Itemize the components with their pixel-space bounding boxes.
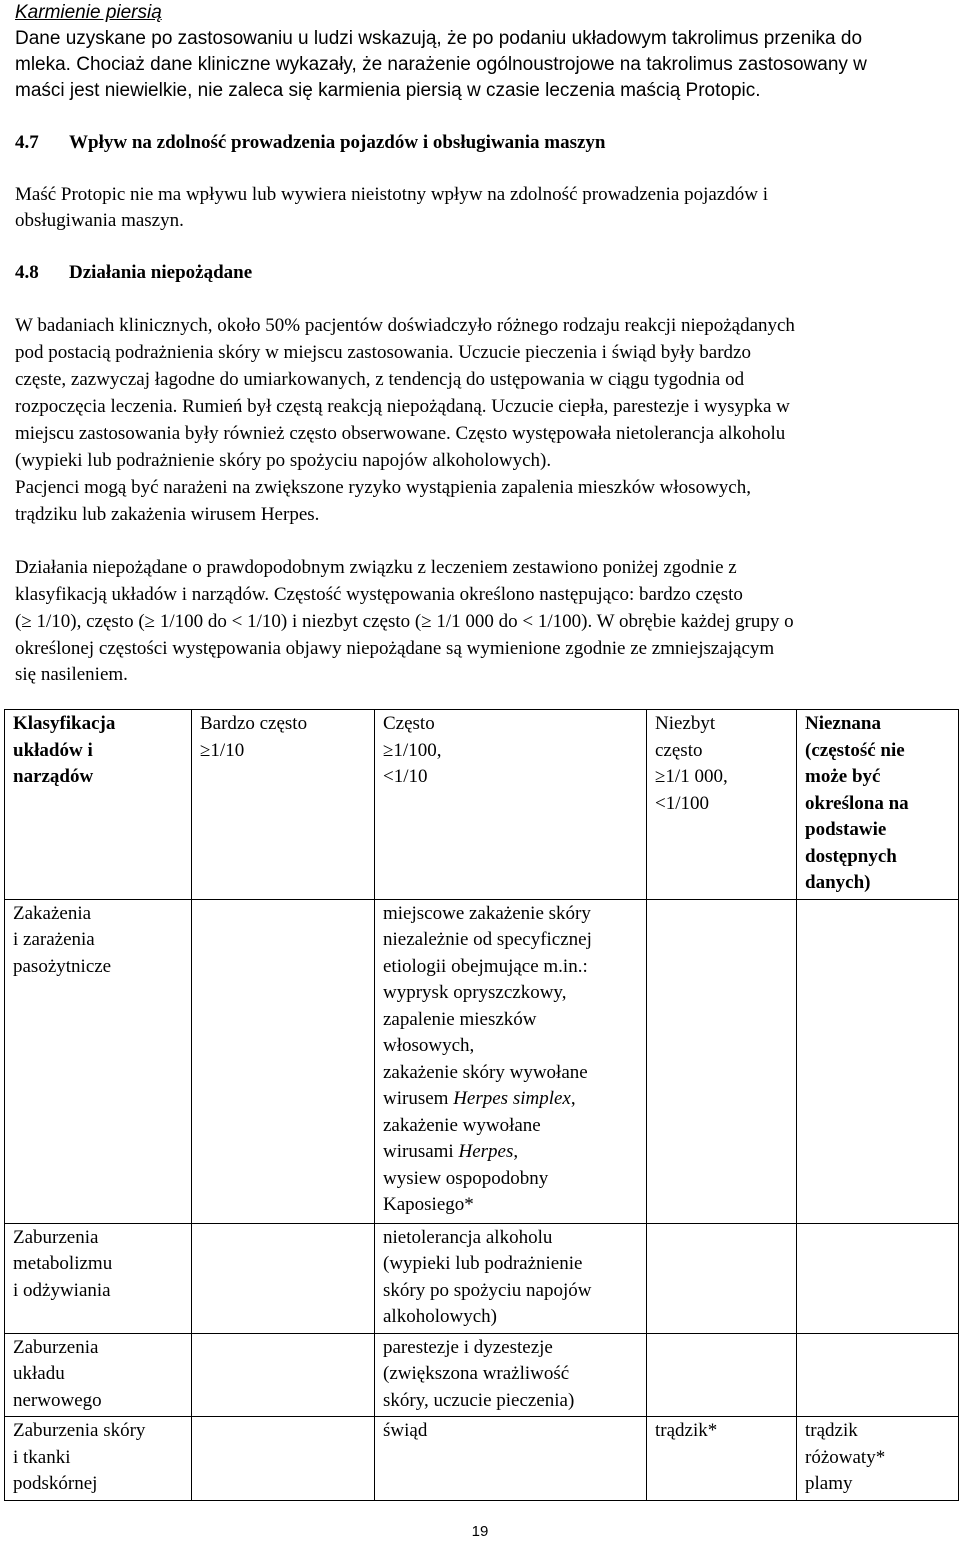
section-4-7-text: Maść Protopic nie ma wpływu lub wywiera nieistotny wpływ na zdolność prowadzenia pojazdów i [15,184,768,205]
header-unknown: Nieznana (częstość nie może być określona na podstawie dostępnych danych) [797,710,959,900]
cell-soc: Zaburzenia metabolizmu i odżywiania [5,1223,192,1333]
cell-very-common [192,1333,375,1417]
cell-uncommon [647,1223,797,1333]
breastfeeding-line: Dane uzyskane po zastosowaniu u ludzi wskazują, że po podaniu układowym takrolimus przenika do [15,28,863,49]
cell-unknown: trądzik różowaty* plamy [797,1417,959,1501]
section-title: Działania niepożądane [69,262,253,283]
cell-common: parestezje i dyzestezje (zwiększona wrażliwość skóry, uczucie pieczenia) [375,1333,647,1417]
section-4-7-text: obsługiwania maszyn. [15,210,184,231]
page-number: 19 [471,1523,489,1540]
table-row [5,1223,959,1333]
table-row [5,1333,959,1417]
cell-uncommon: trądzik* [647,1417,797,1501]
cell-very-common [192,899,375,1223]
header-soc: Klasyfikacja układów i narządów [5,710,192,900]
header-very-common: Bardzo często ≥1/10 [192,710,375,900]
table-row [5,1417,959,1501]
paragraph-line: W badaniach klinicznych, około 50% pacjentów doświadczyło różnego rodzaju reakcji niepożądanych [15,315,795,336]
paragraph-line: Pacjenci mogą być narażeni na zwiększone ryzyko wystąpienia zapalenia mieszków włosowych, [15,477,751,498]
header-uncommon: Niezbyt często ≥1/1 000, <1/100 [647,710,797,900]
paragraph-line: określonej częstości występowania objawy niepożądane są wymienione zgodnie ze zmniejszającym [15,638,775,659]
section-title: Wpływ na zdolność prowadzenia pojazdów i obsługiwania maszyn [69,132,606,153]
breastfeeding-line: mleka. Chociaż dane kliniczne wykazały, że narażenie ogólnoustrojowe na takrolimus zastosowany w [15,54,867,75]
cell-unknown [797,1223,959,1333]
paragraph-line: miejscu zastosowania były również często obserwowane. Często występowała nietolerancja alkoholu [15,423,786,444]
paragraph-line: się nasileniem. [15,664,128,685]
cell-very-common [192,1417,375,1501]
cell-common: świąd [375,1417,647,1501]
section-number: 4.8 [15,262,39,283]
section-4-8-heading [15,260,950,287]
cell-uncommon [647,899,797,1223]
header-common: Często ≥1/100, <1/10 [375,710,647,900]
cell-uncommon [647,1333,797,1417]
paragraph-line: (wypieki lub podrażnienie skóry po spożyciu napojów alkoholowych). [15,450,552,471]
table-row [5,899,959,1223]
paragraph-line: trądziku lub zakażenia wirusem Herpes. [15,504,320,525]
cell-common: nietolerancja alkoholu (wypieki lub podrażnienie skóry po spożyciu napojów alkoholowych) [375,1223,647,1333]
breastfeeding-line: maści jest niewielkie, nie zaleca się karmienia piersią w czasie leczenia maścią Protopic. [15,80,761,101]
paragraph-line: pod postacią podrażnienia skóry w miejscu zastosowania. Uczucie pieczenia i świąd były bardzo [15,342,751,363]
paragraph-line: klasyfikacją układów i narządów. Częstość występowania określono następująco: bardzo często [15,584,743,605]
cell-soc: Zaburzenia układu nerwowego [5,1333,192,1417]
cell-unknown [797,899,959,1223]
table-header-row [5,710,959,900]
cell-very-common [192,1223,375,1333]
paragraph-line: częste, zazwyczaj łagodne do umiarkowanych, z tendencją do ustępowania w ciągu tygodnia od [15,369,745,390]
paragraph-line: Działania niepożądane o prawdopodobnym związku z leczeniem zestawiono poniżej zgodnie z [15,557,737,578]
cell-unknown [797,1333,959,1417]
cell-common: miejscowe zakażenie skóry niezależnie od specyficznej etiologii obejmujące m.in.: wyprysk opryszczkowy, zapalenie mieszków włosowych, zakażenie skóry wywołane wirusem Herpes simplex, zakażenie wywołane wirusami Herpes, wysiew ospopodobny Kaposiego* [375,899,647,1223]
adverse-reactions-table [4,709,959,1501]
paragraph-line: (≥ 1/10), często (≥ 1/100 do < 1/10) i niezbyt często (≥ 1/1 000 do < 1/100). W obrębie każdej grupy o [15,611,794,632]
cell-soc: Zakażenia i zarażenia pasożytnicze [5,899,192,1223]
breastfeeding-heading: Karmienie piersią [15,2,162,23]
section-number: 4.7 [15,132,39,153]
paragraph-line: rozpoczęcia leczenia. Rumień był częstą reakcją niepożądaną. Uczucie ciepła, parestezje i wysypka w [15,396,790,417]
section-4-7-heading [15,130,950,157]
cell-soc: Zaburzenia skóry i tkanki podskórnej [5,1417,192,1501]
